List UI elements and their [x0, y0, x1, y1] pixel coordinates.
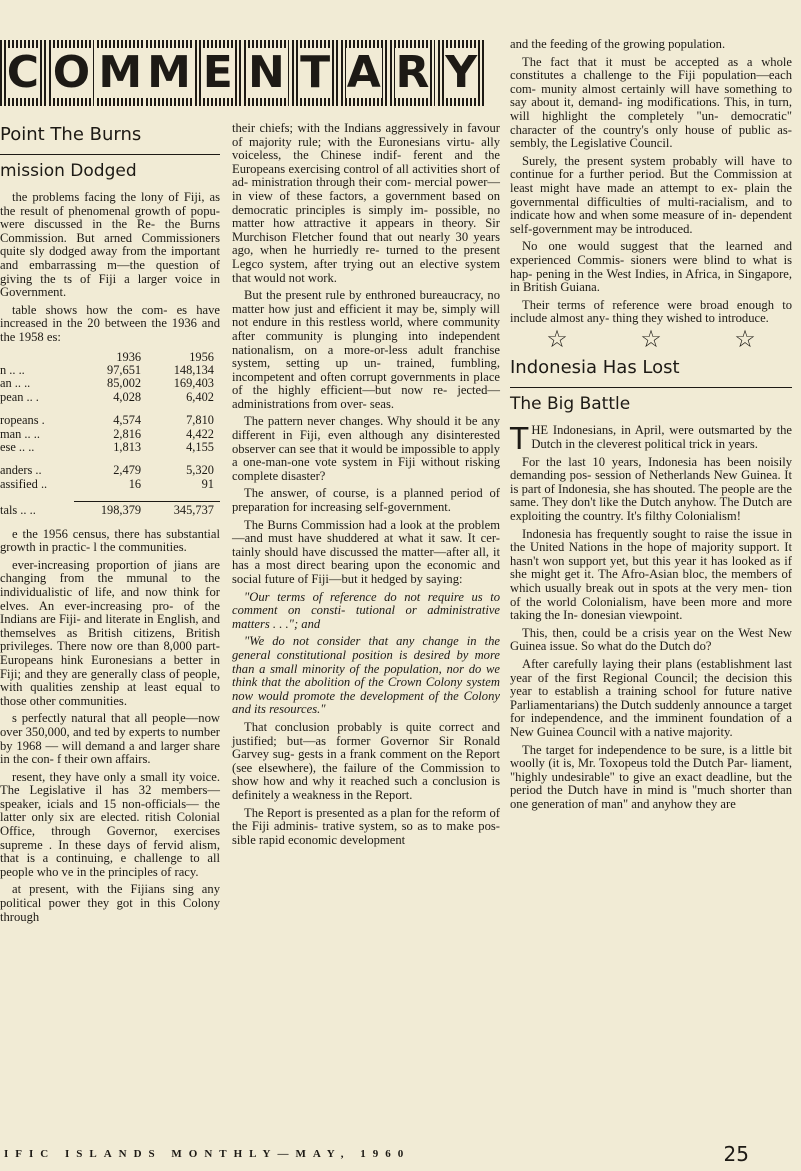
article-subhead: mission Dodged — [0, 161, 137, 181]
row-label: an .. .. — [0, 376, 31, 391]
publication-line: IFIC ISLANDS MONTHLY—MAY, 1960 — [4, 1148, 411, 1160]
row-label: anders .. — [0, 463, 42, 478]
cell-1956: 169,403 — [173, 376, 214, 391]
paragraph: the problems facing the lony of Fiji, as the result of phenomenal growth of popu- were discussed in the Re- the Burns Commission. But arned Commissioners quite sly dodged away from the important and embarrassing m—the question of giving the ts of Fiji a larger voice in Government. — [0, 190, 220, 300]
masthead-letter: E — [195, 40, 241, 106]
year-header: 1936 — [116, 349, 142, 364]
cell-1956: 4,155 — [186, 439, 214, 454]
star-icon: ☆ — [734, 326, 756, 353]
column-1 — [0, 124, 220, 928]
paragraph: at present, with the Fijians sing any political power they got in this Colony through — [0, 882, 220, 924]
paragraph: The Report is presented as a plan for the reform of the Fiji adminis- trative system, so as to make pos- sible rapid economic development — [232, 805, 500, 847]
star-icon: ☆ — [546, 326, 568, 353]
row-label: ropeans . — [0, 413, 45, 428]
row-label: n .. .. — [0, 362, 25, 377]
total-1936: 198,379 — [74, 502, 147, 518]
table-total-row — [0, 502, 220, 518]
cell-1956: 5,320 — [186, 463, 214, 478]
table-row — [0, 377, 220, 390]
paragraph: For the last 10 years, Indonesia has been noisily demanding pos- session of Netherlands New Guinea. It is part of Indonesia, she has shouted. The people are the same. They don't like the Dutch anyhow. The Dutch are exploiting the country. It's filthy Colonialism! — [510, 454, 792, 524]
column-2 — [232, 122, 500, 851]
section-divider — [510, 326, 792, 353]
paragraph: ever-increasing proportion of jians are changing from the mmunal to the individualistic of life, and now think for elves. An ever-increasing pro- of the Indians are Fiji- and literate in English, and themselves as British citizens, British privileges. There now ore than 8,000 part-Europeans hink Euronesians a better in Fiji; and they are generally class of people, with qualities zenship at least equal to those other communities. — [0, 557, 220, 708]
paragraph: The answer, of course, is a planned period of preparation for increasing self-government. — [232, 486, 500, 515]
star-icon: ☆ — [640, 326, 662, 353]
cell-1956: 148,134 — [173, 362, 214, 377]
table-row — [0, 464, 220, 477]
table-row — [0, 478, 220, 491]
masthead-letter: Y — [438, 40, 484, 106]
paragraph: Surely, the present system probably will have to continue for a further period. But the Commission at least might have made an attempt to ex- plain the governmental difficulties of multi-racialism, and to indicate how and when some measure of in- dependent self-government may be introduced. — [510, 153, 792, 236]
article-headline: Point The Burns — [0, 124, 142, 145]
masthead-letter: A — [341, 40, 387, 106]
masthead-letter: R — [390, 40, 436, 106]
paragraph: The fact that it must be accepted as a whole constitutes a challenge to the Fiji population—each com- munity almost certainly will have something to say about it, demand- ing modifications. This, in turn, will highlight the completely "un- democratic" character of the country's only house of public as- sembly, the Legislative Council. — [510, 54, 792, 151]
masthead-commentary — [0, 40, 484, 106]
year-header: 1956 — [189, 349, 214, 364]
article-headline: Indonesia Has Lost — [510, 357, 680, 379]
row-label: assified .. — [0, 476, 48, 491]
masthead-letter: M — [146, 40, 192, 106]
table-row — [0, 441, 220, 454]
paragraph: resent, they have only a small ity voice. The Legislative il has 32 members—speaker, icials and 15 non-officials— the latter only six are elected. ritish Colonial Office, through Governor, exercises supreme . In these days of fervid alism, that is a continuing, e challenge to all people who ve in the principles of racy. — [0, 769, 220, 879]
page-footer — [0, 1138, 801, 1168]
cell-1936: 85,002 — [107, 376, 142, 391]
cell-1936: 2,816 — [113, 426, 142, 441]
cell-1956: 91 — [201, 476, 214, 491]
row-label: ese .. .. — [0, 439, 35, 454]
total-1956: 345,737 — [147, 502, 220, 518]
row-label: man .. .. — [0, 426, 40, 441]
headline-rule — [0, 154, 220, 155]
quote: "We do not consider that any change in the general constitutional position is desired by more than a small minority of the population, nor do we think that the abolition of the Crown Colony system now would promote the development of the Colony and its resources." — [232, 634, 500, 717]
column-3 — [510, 38, 792, 816]
paragraph: e the 1956 census, there has substantial growth in practic- l the communities. — [0, 526, 220, 555]
paragraph: The Burns Commission had a look at the problem—and must have shuddered at what it saw. It cer- tainly should have discussed the matter—after all, it has a most direct bearing upon the economic and social future of Fiji—but it hedged by saying: — [232, 517, 500, 586]
masthead-letter: T — [292, 40, 338, 106]
table-row — [0, 414, 220, 427]
paragraph: Indonesia has frequently sought to raise the issue in the United Nations in the hope of majority support. It hasn't won support yet, but this year it has looked as if she might get it. The Afro-Asian bloc, the members of which usually break out in spots at the very men- tion of the world Colonialism, have been more and more taking the In- donesian viewpoint. — [510, 526, 792, 623]
row-label: pean .. . — [0, 389, 39, 404]
paragraph: Their terms of reference were broad enough to include almost any- thing they wished to introduce. — [510, 297, 792, 326]
cell-1936: 16 — [128, 476, 142, 491]
paragraph: s perfectly natural that all people—now over 350,000, and ted by experts to number by 1968 — will demand a and larger share in the con- f their own affairs. — [0, 711, 220, 767]
paragraph: The pattern never changes. Why should it be any different in Fiji, even although any disinterested observer can see that it would be impossible to apply a one-man-one vote system in Fiji without risking complete disaster? — [232, 414, 500, 483]
paragraph: After carefully laying their plans (establishment last year of the first Regional Council; the decision this year to establish a training school for future native Parliamentarians) the Dutch suddenly announce a target for independence, and the imminent foundation of a New Guinea Council with a native majority. — [510, 656, 792, 739]
cell-1936: 2,479 — [113, 463, 142, 478]
cell-1936: 4,574 — [113, 413, 142, 428]
cell-1936: 1,813 — [113, 439, 142, 454]
headline-rule — [510, 387, 792, 388]
paragraph: The target for independence to be sure, is a little bit woolly (it is, Mr. Toxopeus told the Dutch Par- liament, "highly undesirable" to give an exact deadline, but the period the Dutch have in mind is "much shorter than one generation of man" and anyhow they are — [510, 742, 792, 811]
paragraph: THE Indonesians, in April, were outsmarted by the Dutch in the cleverest political trick in years. — [510, 422, 792, 458]
page-number: 25 — [723, 1142, 749, 1166]
masthead-letter: C — [0, 40, 46, 106]
masthead-letter: O — [49, 40, 95, 106]
paragraph: table shows how the com- es have increased in the 20 between the 1936 and the 1958 es: — [0, 302, 220, 344]
table-header-row — [0, 351, 220, 364]
cell-1936: 97,651 — [107, 362, 142, 377]
table-row — [0, 364, 220, 377]
table-row — [0, 428, 220, 441]
quote: "Our terms of reference do not require us to comment on consti- tutional or administrative matters . . ."; and — [232, 589, 500, 631]
cell-1956: 4,422 — [186, 426, 214, 441]
paragraph: But the present rule by enthroned bureaucracy, no matter how just and efficient it may be, simply will not endure in this restless world, where community after community is plunging into independent nationalism, on a more-or-less adult franchise system, setting up un- trained, fumbling, incompetent and often corrupt governments in place of the highly efficient—but now re- jected—administrations from over- seas. — [232, 288, 500, 411]
article-subhead: The Big Battle — [510, 394, 631, 415]
masthead-letter: M — [97, 40, 143, 106]
paragraph: and the feeding of the growing population. — [510, 37, 726, 51]
cell-1956: 6,402 — [186, 389, 214, 404]
paragraph: That conclusion probably is quite correct and justified; but—as former Governor Sir Ronald Garvey sug- gests in a frank comment on the Report (see elsewhere), the failure of the Commission to show how and why it reached such a conclusion is definitely a weakness in the Report. — [232, 719, 500, 802]
cell-1956: 7,810 — [186, 413, 214, 428]
census-table — [0, 351, 220, 518]
cell-1936: 4,028 — [113, 389, 142, 404]
paragraph: No one would suggest that the learned and experienced Commis- sioners were blind to what is hap- pening in the West Indies, in Africa, in Singapore, in British Guiana. — [510, 239, 792, 295]
masthead-letter: N — [244, 40, 290, 106]
paragraph: their chiefs; with the Indians aggressively in favour of majority rule; with the Euronesians virtu- ally voiceless, the Chinese indif- ferent and the Europeans exercising control of all activities short of ad- ministration through their com- mercial power—in view of these factors, a government based on democratic principles is simply im- possible, no matter how attractive it appears in theory. Sir Murchison Fletcher found that out nearly 30 years ago, when he hurriedly re- turned to the present Legco system, after trying out an elective system that would not work. — [232, 121, 500, 285]
drop-cap: T — [510, 422, 529, 458]
paragraph: This, then, could be a crisis year on the West New Guinea issue. So what do the Dutch do? — [510, 625, 792, 654]
table-row — [0, 391, 220, 404]
row-label: tals .. .. — [0, 502, 36, 517]
